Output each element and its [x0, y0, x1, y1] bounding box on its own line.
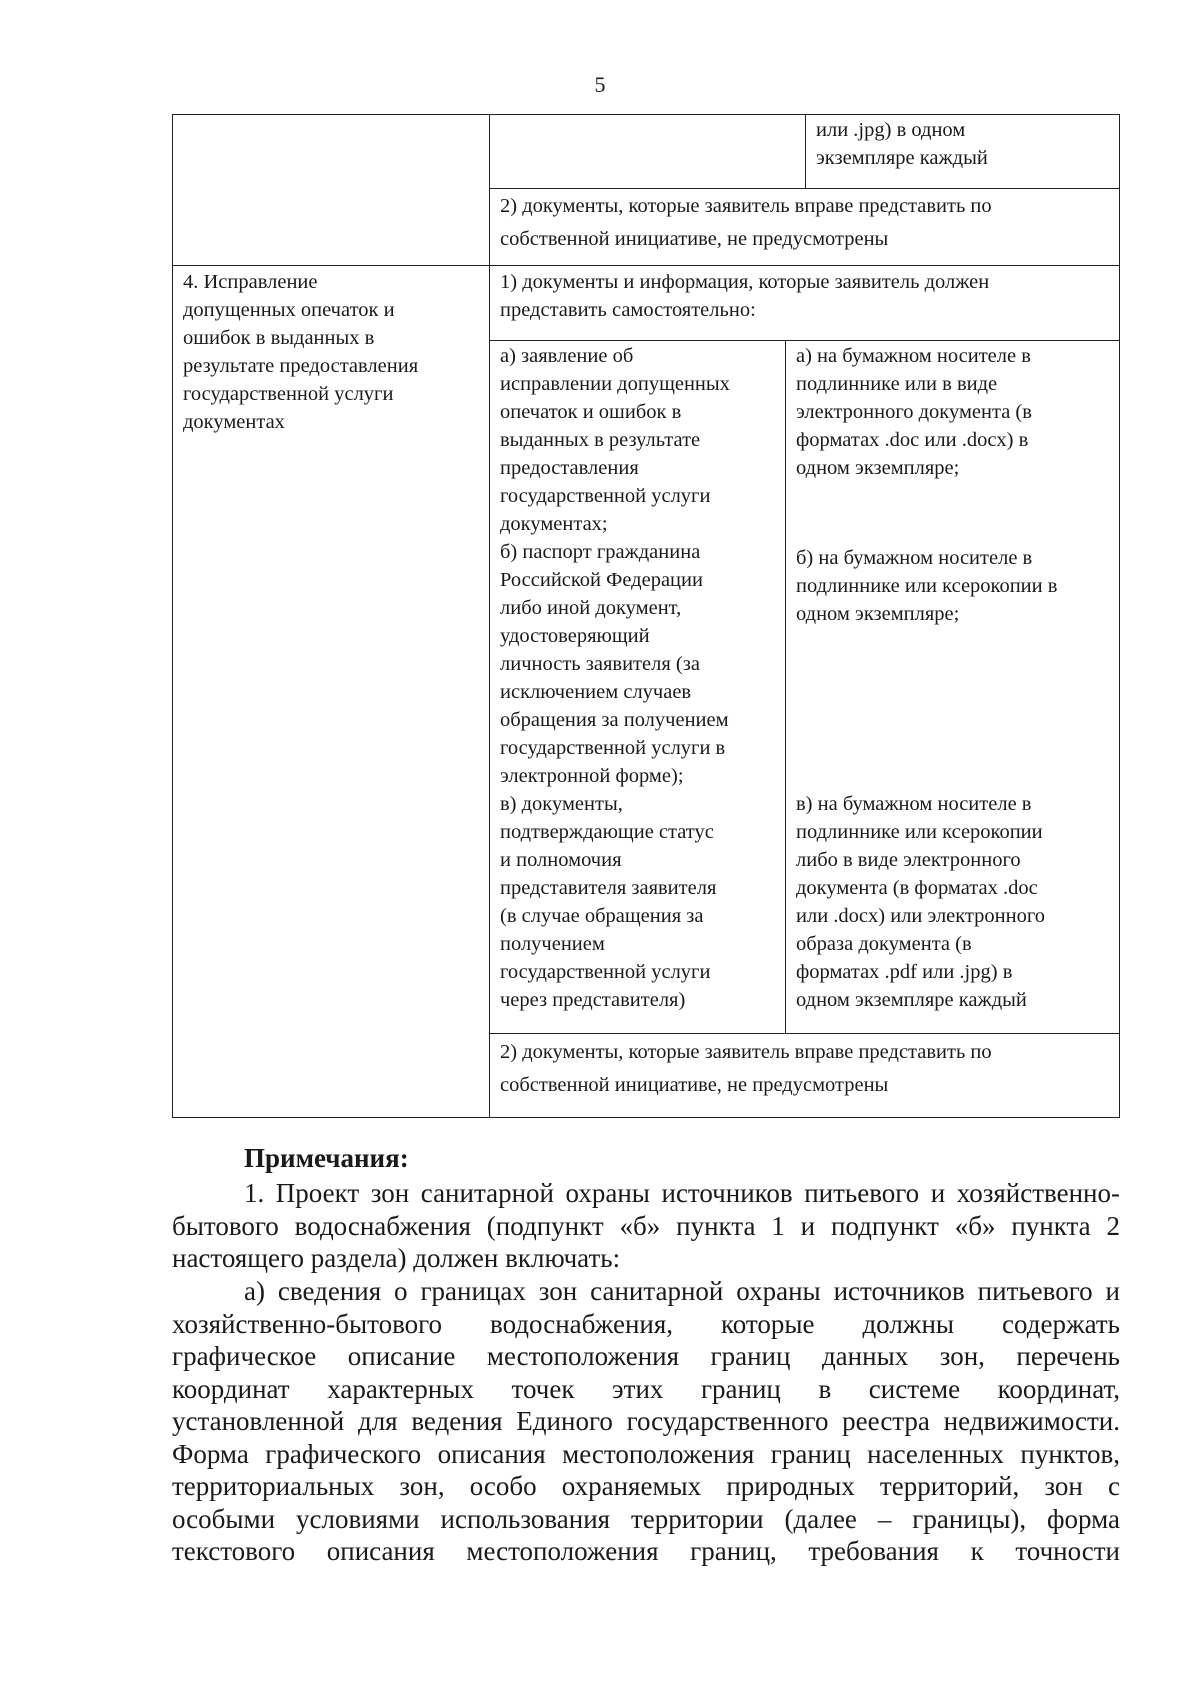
row-divider-row4: [172, 265, 1120, 266]
top-right-cell: или .jpg) в одном экземпляре каждый: [816, 119, 988, 169]
page-number: 5: [594, 72, 606, 97]
doc-b-name: б) паспорт гражданина Российской Федерации либо иной документ, удостоверяющий личность заявителя (за исключением случаев обращения за получением государственной услуги в электронной форме);: [500, 541, 729, 787]
doc-c-form: в) на бумажном носителе в подлиннике или ксерокопии либо в виде электронного документа (в форматах .doc или .docx) или электронного образа документа (в форматах .pdf или .jpg) в одном экземпляре каждый: [796, 793, 1046, 1011]
note-p1-line: бытового водоснабжения (подпункт «б» пункта 1 и подпункт «б» пункта 2: [172, 1210, 1120, 1241]
note-p2-line: особыми условиями использования территории (далее – границы), форма: [172, 1503, 1120, 1534]
top-item2-cell: 2) документы, которые заявитель вправе представить по собственной инициативе, не предусмотрены: [500, 195, 992, 250]
note-p2-line: установленной для ведения Единого государственного реестра недвижимости.: [172, 1406, 1120, 1436]
doc-b-form: б) на бумажном носителе в подлиннике или ксерокопии в одном экземпляре;: [796, 547, 1058, 625]
row-divider-top-item2: [489, 188, 1120, 189]
row-divider-item1-header: [489, 340, 1120, 341]
note-p1-line: настоящего раздела) должен включать:: [172, 1243, 621, 1273]
note-p2-line: координат характерных точек этих границ в системе координат,: [172, 1373, 1120, 1404]
row-divider-item2: [489, 1033, 1120, 1034]
col-divider-docs: [785, 340, 786, 1033]
note-p2-line: текстового описания местоположения границ, требования к точности: [172, 1536, 1120, 1566]
note-p2-line: территориальных зон, особо охраняемых природных территорий, зон с: [172, 1471, 1120, 1501]
note-paragraph-2: [172, 1275, 1120, 1568]
col-divider-top-right: [805, 114, 806, 188]
note-p2-line: графическое описание местоположения границ данных зон, перечень: [172, 1341, 1120, 1371]
doc-c-name: в) документы, подтверждающие статус и полномочия представителя заявителя (в случае обращения за получением государственной услуги через представителя): [500, 793, 717, 1011]
note-p1-line: 1. Проект зон санитарной охраны источников питьевого и хозяйственно-: [244, 1178, 1120, 1208]
note-p2-line: а) сведения о границах зон санитарной охраны источников питьевого и: [244, 1276, 1120, 1306]
doc-a-form: а) на бумажном носителе в подлиннике или в виде электронного документа (в форматах .doc или .docx) в одном экземпляре;: [796, 345, 1032, 479]
service-name-cell: 4. Исправление допущенных опечаток и ошибок в выданных в результате предоставления государственной услуги документах: [183, 271, 419, 433]
note-p2-line: хозяйственно-бытового водоснабжения, которые должны содержать: [172, 1308, 1120, 1339]
doc-a-name: а) заявление об исправлении допущенных опечаток и ошибок в выданных в результате предоставления государственной услуги документах;: [500, 345, 730, 535]
note-paragraph-1: [172, 1177, 1120, 1275]
item2-bottom-cell: 2) документы, которые заявитель вправе представить по собственной инициативе, не предусмотрены: [500, 1041, 992, 1096]
note-p2-line: Форма графического описания местоположения границ населенных пунктов,: [172, 1438, 1120, 1469]
notes-title: Примечания:: [244, 1143, 409, 1173]
item1-header-cell: 1) документы и информация, которые заявитель должен представить самостоятельно:: [500, 271, 990, 321]
